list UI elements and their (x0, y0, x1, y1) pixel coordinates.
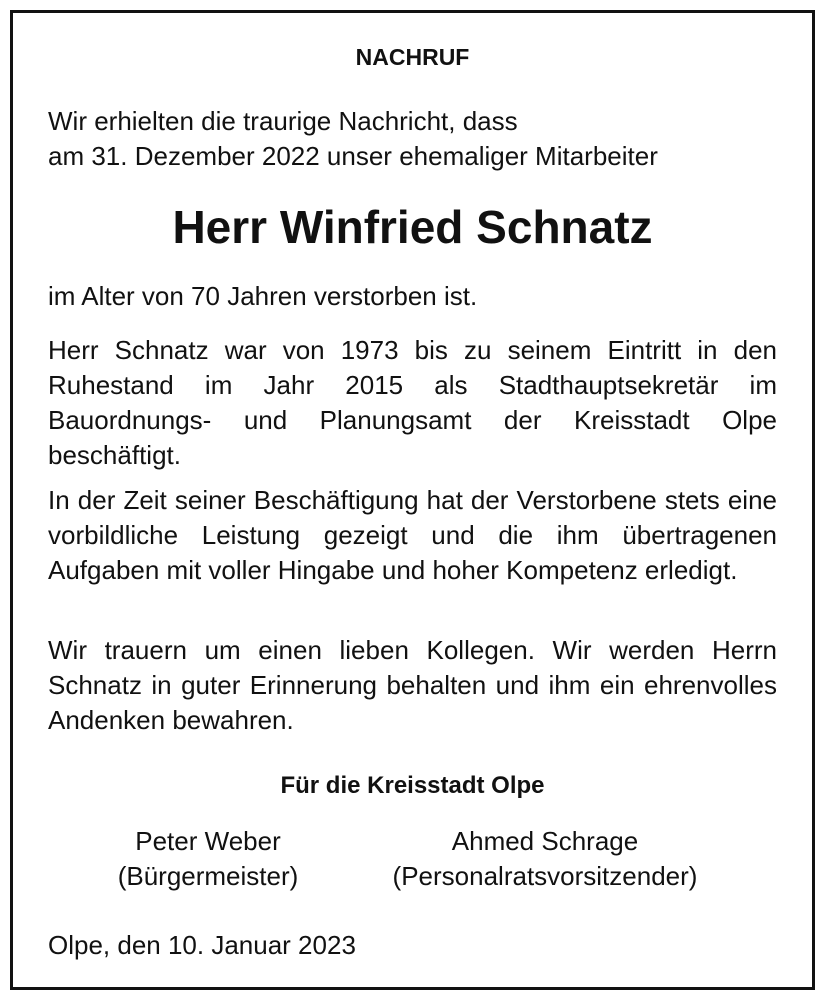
deceased-name: Herr Winfried Schnatz (172, 201, 653, 253)
mourning-paragraph: Wir trauern um einen lieben Kollegen. Wir werden Herrn Schnatz in guter Erinnerung behalten und ihm ein ehrenvolles Andenken bewahren. (48, 635, 777, 735)
signatory-role: (Personalratsvorsitzender) (392, 861, 698, 891)
signature-organization: Für die Kreisstadt Olpe (280, 772, 545, 799)
place-and-date: Olpe, den 10. Januar 2023 (48, 930, 356, 960)
age-paragraph: im Alter von 70 Jahren verstorben ist. (48, 281, 478, 311)
signatory-staff-council (360, 824, 730, 894)
signatory-mayor (88, 824, 328, 894)
tribute-paragraph: In der Zeit seiner Beschäftigung hat der Verstorbene stets eine vorbildliche Leistung gezeigt und die ihm übertragenen Aufgaben mit voller Hingabe und hoher Kompetenz erledigt. (48, 485, 777, 585)
notice-heading: NACHRUF (355, 44, 470, 70)
signatory-name: Ahmed Schrage (451, 826, 639, 856)
intro-line: Wir erhielten die traurige Nachricht, dass (48, 106, 518, 136)
signatory-role: (Bürgermeister) (117, 861, 299, 891)
intro-line: am 31. Dezember 2022 unser ehemaliger Mitarbeiter (48, 141, 658, 171)
signatory-name: Peter Weber (135, 826, 281, 856)
intro-text (48, 104, 777, 174)
employment-paragraph: Herr Schnatz war von 1973 bis zu seinem Eintritt in den Ruhestand im Jahr 2015 als Stadthauptsekretär im Bauordnungs- und Planungsamt der Kreisstadt Olpe beschäftigt. (48, 335, 777, 470)
